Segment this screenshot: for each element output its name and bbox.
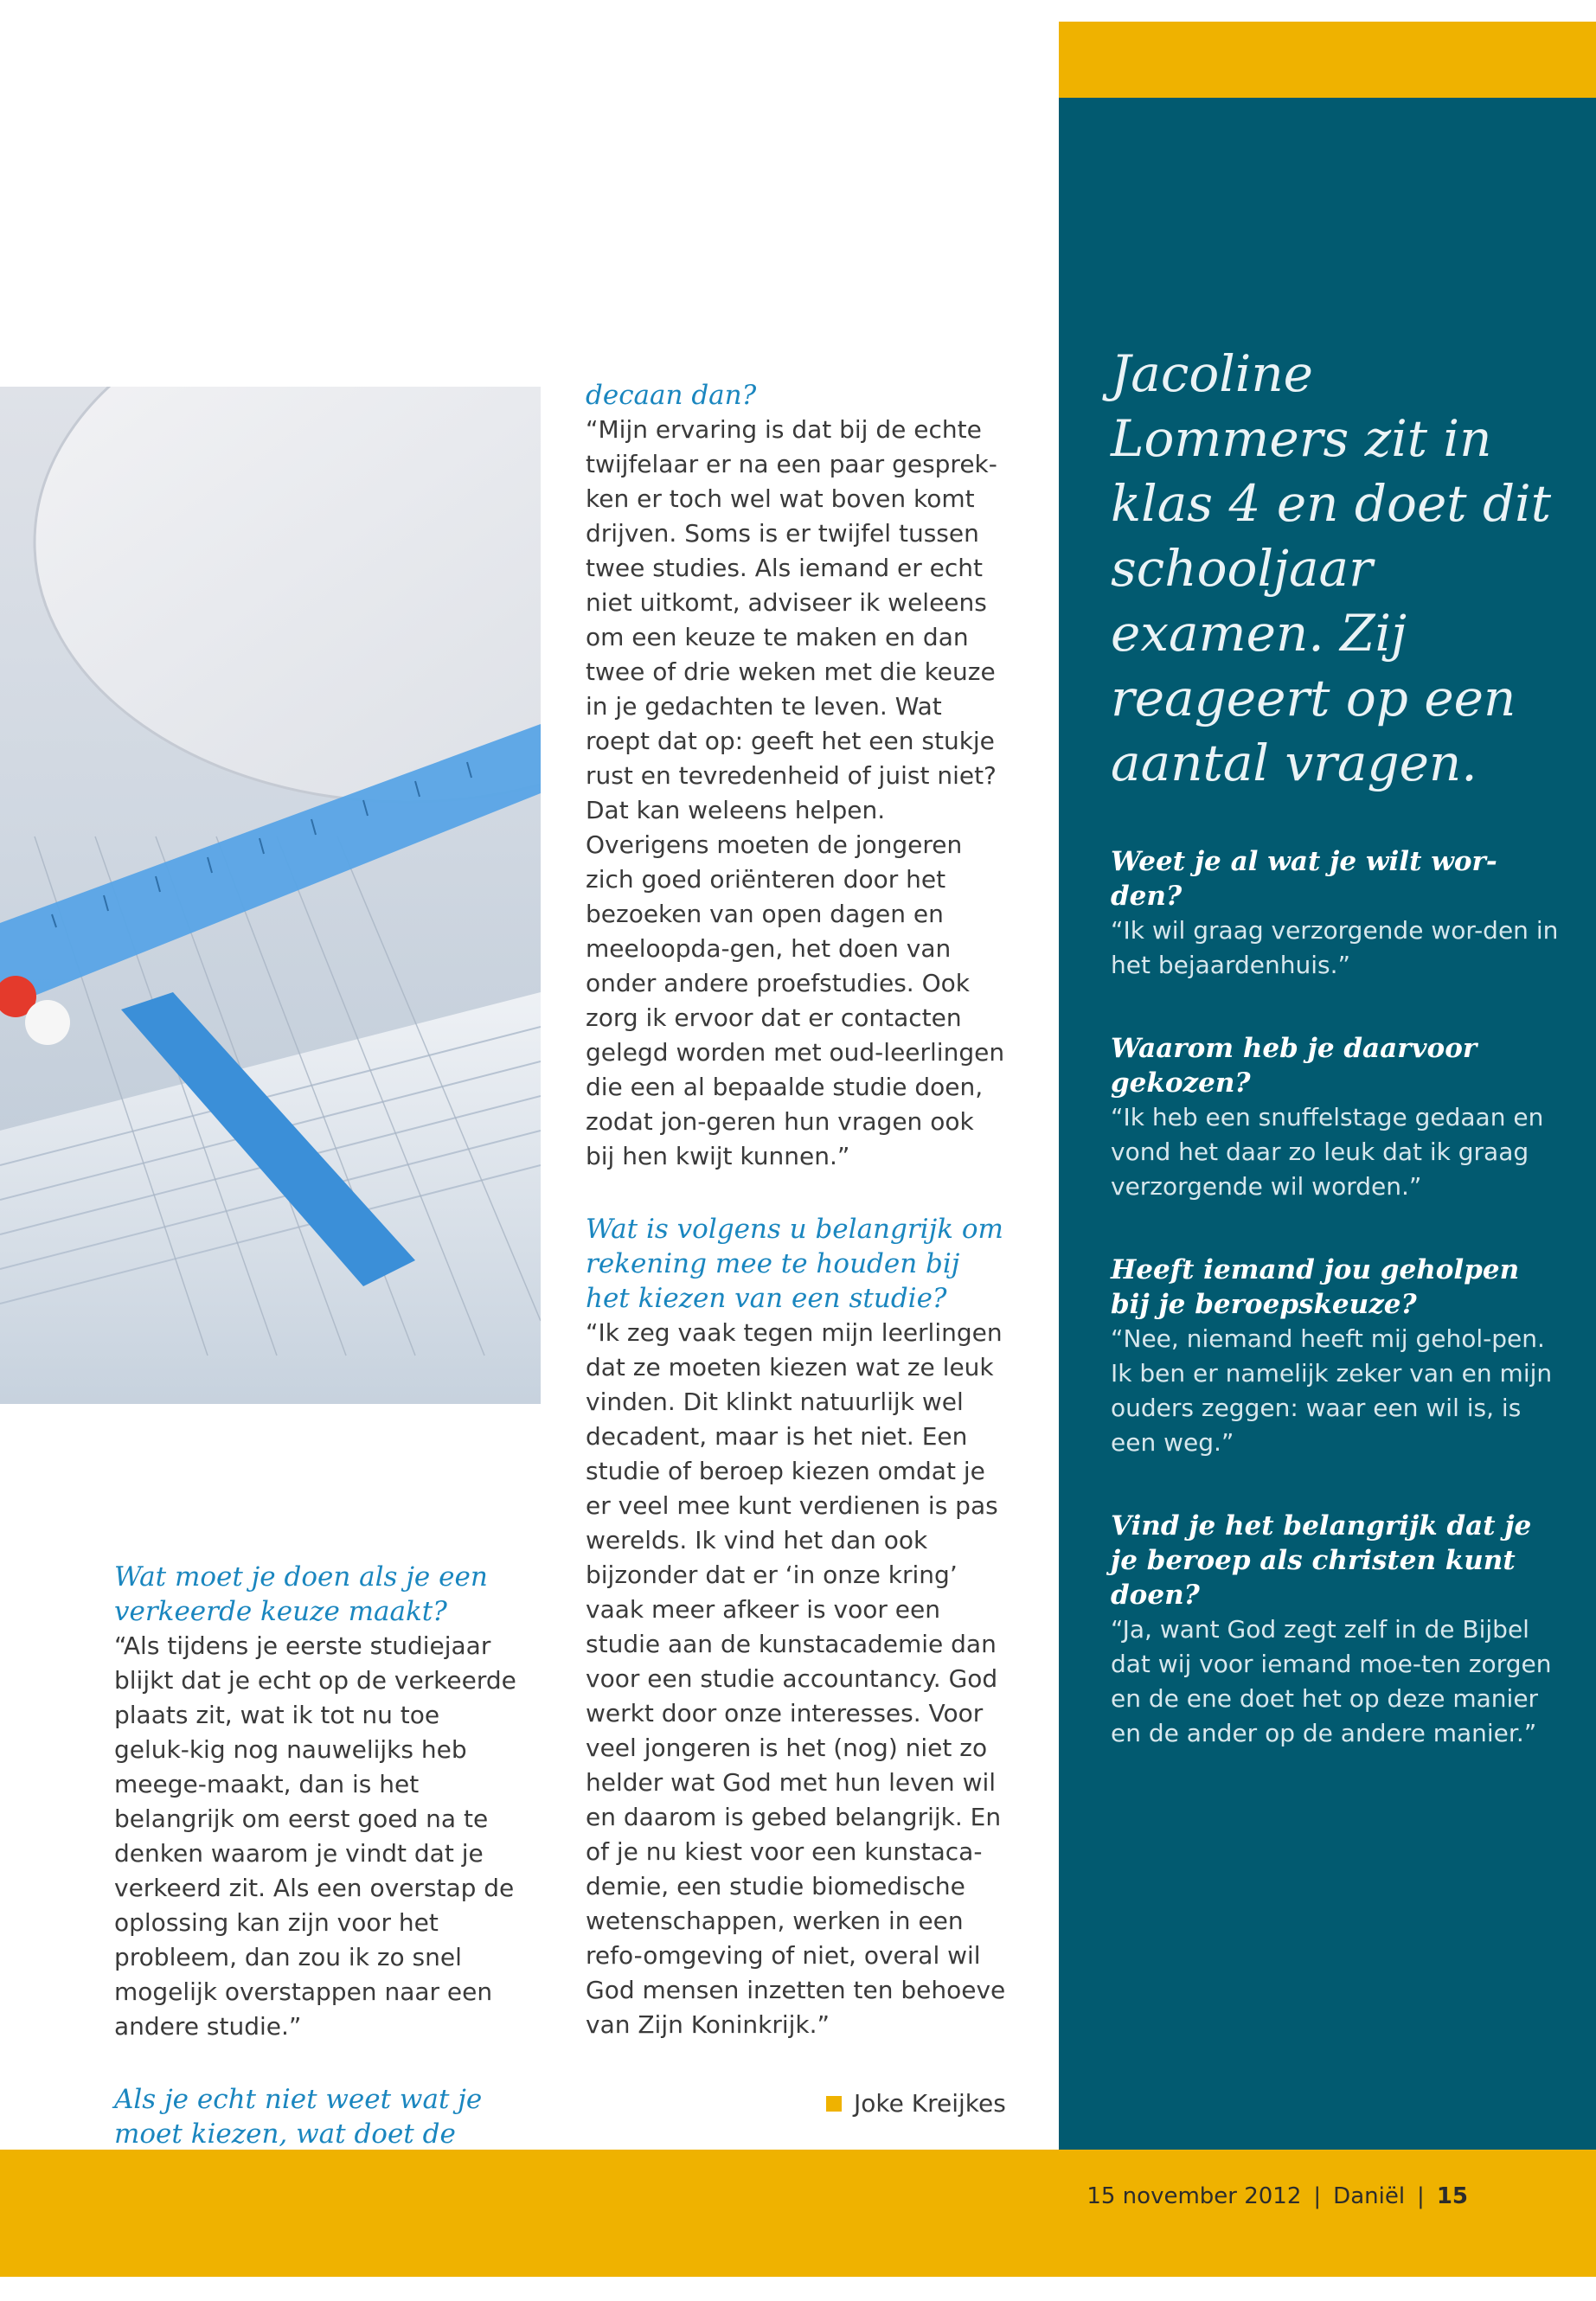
- publication-name: Daniël: [1333, 2183, 1406, 2209]
- sidebar-answer: “Ik heb een snuffelstage gedaan en vond het daar zo leuk dat ik graag verzorgende wil worden.”: [1111, 1103, 1544, 1201]
- sidebar-answer: “Ja, want God zegt zelf in de Bijbel dat wij voor iemand moe-ten zorgen en de ene doet het op deze manier en de ander op de andere manier.”: [1111, 1615, 1552, 1747]
- sidebar-intro: Jacoline Lommers zit in klas 4 en doet dit schooljaar examen. Zij reageert op een aantal vragen.: [1111, 344, 1552, 792]
- question-wrong-choice: Wat moet je doen als je een verkeerde keuze maakt?: [114, 1561, 488, 1627]
- photo-ruler-and-papers: [0, 387, 541, 1404]
- sidebar-question: Waarom heb je daarvoor gekozen?: [1111, 1033, 1477, 1099]
- author-name: Joke Kreijkes: [854, 2089, 1006, 2118]
- sidebar-content: [1111, 342, 1561, 1751]
- page-folio: [1086, 2183, 1468, 2209]
- question-important: Wat is volgens u belangrijk om rekening mee te houden bij het kiezen van een studie?: [586, 1214, 1003, 1314]
- question-not-knowing-start: Als je echt niet weet wat je moet kiezen, wat doet de: [114, 2084, 483, 2150]
- byline: [826, 2089, 1006, 2118]
- issue-date: 15 november 2012: [1086, 2183, 1302, 2209]
- folio-separator: |: [1417, 2183, 1425, 2209]
- sidebar-question: Weet je al wat je wilt wor-den?: [1111, 846, 1497, 912]
- page-number: 15: [1436, 2183, 1468, 2209]
- sidebar-answer: “Ik wil graag verzorgende wor-den in het bejaardenhuis.”: [1111, 916, 1559, 979]
- sidebar-question: Vind je het belangrijk dat je je beroep als christen kunt doen?: [1111, 1510, 1532, 1611]
- sidebar-answer: “Nee, niemand heeft mij gehol-pen. Ik ben er namelijk zeker van en mijn ouders zeggen: waar een wil is, is een weg.”: [1111, 1324, 1553, 1457]
- question-not-knowing-end: decaan dan?: [586, 380, 757, 411]
- answer-not-knowing: “Mijn ervaring is dat bij de echte twijfelaar er na een paar gesprek-ken er toch wel wat boven komt drijven. Soms is er twijfel tussen twee studies. Als iemand er echt niet uitkomt, adviseer ik weleens om een keuze te maken en dan twee of drie weken met die keuze in je gedachten te leven. Wat roept dat op: geeft het een stukje rust en tevredenheid of juist niet? Dat kan weleens helpen. Overigens moeten de jongeren zich goed oriënteren door het bezoeken van open dagen en meeloopda-gen, het doen van onder andere proefstudies. Ook zorg ik ervoor dat er contacten gelegd worden met oud-leerlingen die een al bepaalde studie doen, zodat jon-geren hun vragen ook bij hen kwijt kunnen.”: [586, 415, 1005, 1170]
- folio-separator: |: [1313, 2183, 1322, 2209]
- answer-wrong-choice: “Als tijdens je eerste studiejaar blijkt dat je echt op de verkeerde plaats zit, wat ik tot nu toe geluk-kig nog nauwelijks heb meege-maakt, dan is het belangrijk om eerst goed na te denken waarom je vindt dat je verkeerd zit. Als een overstap de oplossing kan zijn voor het probleem, dan zou ik zo snel mogelijk overstappen naar een andere studie.”: [114, 1631, 516, 2041]
- square-bullet-icon: [826, 2096, 842, 2112]
- middle-column: [586, 378, 1010, 2042]
- sidebar-question: Heeft iemand jou geholpen bij je beroepskeuze?: [1111, 1254, 1520, 1320]
- left-column: [114, 1560, 521, 2151]
- top-accent-bar: [1059, 22, 1596, 98]
- footer-band: [0, 2150, 1596, 2277]
- answer-important: “Ik zeg vaak tegen mijn leerlingen dat ze moeten kiezen wat ze leuk vinden. Dit klinkt natuurlijk wel decadent, maar is het niet. Een studie of beroep kiezen omdat je er veel mee kunt verdienen is pas werelds. Ik vind het dan ook bijzonder dat er ‘in onze kring’ vaak meer afkeer is voor een studie aan de kunstacademie dan voor een studie accountancy. God werkt door onze interesses. Voor veel jongeren is het (nog) niet zo helder wat God met hun leven wil en daarom is gebed belangrijk. En of je nu kiest voor een kunstaca-demie, een studie biomedische wetenschappen, werken in een refo-omgeving of niet, overal wil God mensen inzetten ten behoeve van Zijn Koninkrijk.”: [586, 1318, 1006, 2039]
